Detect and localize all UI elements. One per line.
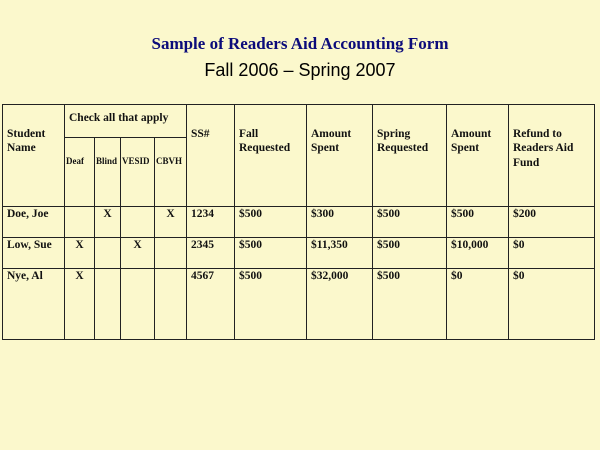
checkbox-cbvh[interactable] <box>155 238 187 269</box>
cell-spring-requested: $500 <box>373 238 447 269</box>
cell-refund: $0 <box>509 238 595 269</box>
cell-amount-spent-fall: $32,000 <box>307 269 373 340</box>
accounting-form-table <box>2 104 595 340</box>
cell-fall-requested: $500 <box>235 238 307 269</box>
cell-ss: 1234 <box>187 207 235 238</box>
cell-amount-spent-fall: $11,350 <box>307 238 373 269</box>
cell-refund: $0 <box>509 269 595 340</box>
cell-spring-requested: $500 <box>373 269 447 340</box>
checkbox-vesid[interactable] <box>121 207 155 238</box>
header-vesid: VESID <box>121 138 155 207</box>
checkbox-vesid[interactable] <box>121 269 155 340</box>
page-title: Sample of Readers Aid Accounting Form <box>151 34 449 53</box>
table-row <box>3 269 595 340</box>
checkbox-deaf[interactable]: X <box>65 238 95 269</box>
checkbox-deaf[interactable]: X <box>65 269 95 340</box>
cell-name: Low, Sue <box>3 238 65 269</box>
checkbox-cbvh[interactable] <box>155 269 187 340</box>
header-ss: SS# <box>187 105 235 207</box>
header-deaf: Deaf <box>65 138 95 207</box>
cell-name: Doe, Joe <box>3 207 65 238</box>
cell-amount-spent-spring: $500 <box>447 207 509 238</box>
header-blind: Blind <box>95 138 121 207</box>
table-row <box>3 238 595 269</box>
page-subtitle: Fall 2006 – Spring 2007 <box>204 60 396 80</box>
checkbox-vesid[interactable]: X <box>121 238 155 269</box>
checkbox-blind[interactable]: X <box>95 207 121 238</box>
header-fall-requested: Fall Requested <box>235 105 307 207</box>
cell-fall-requested: $500 <box>235 269 307 340</box>
checkbox-blind[interactable] <box>95 269 121 340</box>
cell-spring-requested: $500 <box>373 207 447 238</box>
cell-name: Nye, Al <box>3 269 65 340</box>
checkbox-deaf[interactable] <box>65 207 95 238</box>
cell-amount-spent-spring: $10,000 <box>447 238 509 269</box>
cell-ss: 2345 <box>187 238 235 269</box>
header-refund: Refund to Readers Aid Fund <box>509 105 595 207</box>
header-amount-spent-spring: Amount Spent <box>447 105 509 207</box>
cell-ss: 4567 <box>187 269 235 340</box>
cell-amount-spent-fall: $300 <box>307 207 373 238</box>
table-row <box>3 207 595 238</box>
cell-amount-spent-spring: $0 <box>447 269 509 340</box>
header-student-name: Student Name <box>3 105 65 207</box>
header-cbvh: CBVH <box>155 138 187 207</box>
header-check-all: Check all that apply <box>65 105 187 138</box>
header-amount-spent-fall: Amount Spent <box>307 105 373 207</box>
cell-fall-requested: $500 <box>235 207 307 238</box>
header-spring-requested: Spring Requested <box>373 105 447 207</box>
cell-refund: $200 <box>509 207 595 238</box>
checkbox-blind[interactable] <box>95 238 121 269</box>
checkbox-cbvh[interactable]: X <box>155 207 187 238</box>
